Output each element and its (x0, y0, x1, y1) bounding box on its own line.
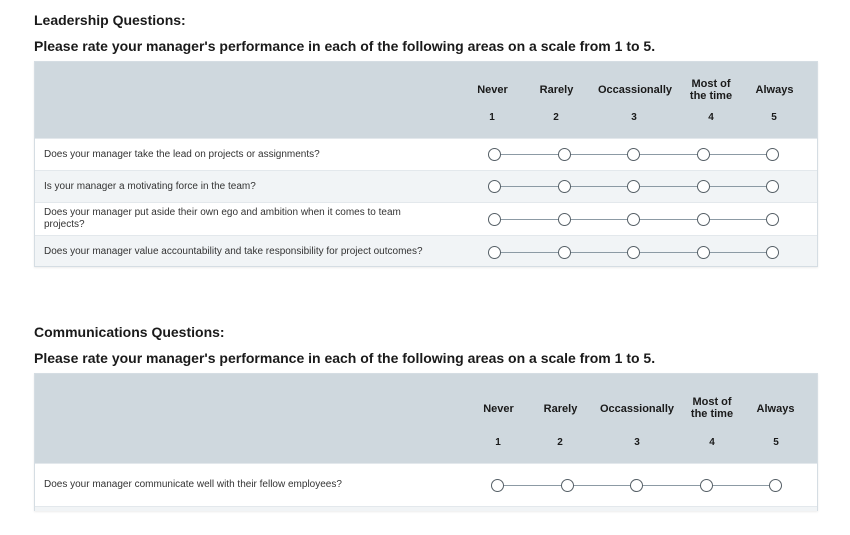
col-label-always: Always (756, 403, 795, 415)
col-label-occassionally: Occassionally (598, 84, 672, 96)
radio-never[interactable] (491, 479, 504, 492)
col-label-occassionally: Occassionally (600, 403, 674, 415)
question-text: Does your manager communicate well with their fellow employees? (44, 479, 342, 490)
radio-always[interactable] (769, 479, 782, 492)
col-number-2: 2 (553, 112, 559, 123)
col-label-rarely: Rarely (539, 84, 574, 96)
col-number-1: 1 (489, 112, 495, 123)
table-row (35, 463, 817, 506)
col-number-1: 1 (495, 437, 501, 448)
col-number-4: 4 (709, 437, 715, 448)
communications-instruction: Please rate your manager's performance in each of the following areas on a scale from 1 to 5. (34, 350, 656, 366)
question-text: Is your manager a motivating force in the team? (44, 180, 256, 192)
col-number-3: 3 (634, 437, 640, 448)
col-label-never: Never (477, 84, 508, 96)
col-number-3: 3 (631, 112, 637, 123)
communications-matrix (34, 373, 818, 511)
leadership-title: Leadership Questions: (34, 12, 186, 28)
radio-most-of-the-time[interactable] (700, 479, 713, 492)
col-number-5: 5 (773, 437, 779, 448)
col-label-rarely: Rarely (543, 403, 578, 415)
question-text: Does your manager take the lead on projects or assignments? (44, 148, 320, 160)
col-number-5: 5 (771, 112, 777, 123)
question-text: Does your manager put aside their own ego and ambition when it comes to team projects? (44, 207, 401, 230)
radio-rarely[interactable] (561, 479, 574, 492)
col-label-never: Never (483, 403, 514, 415)
leadership-instruction: Please rate your manager's performance in each of the following areas on a scale from 1 to 5. (34, 38, 656, 54)
col-number-4: 4 (708, 112, 714, 123)
radio-occassionally[interactable] (630, 479, 643, 492)
table-row (35, 506, 817, 511)
col-number-2: 2 (557, 437, 563, 448)
col-label-most-of-the-time: Most of the time (690, 396, 734, 420)
col-label-most-of-the-time: Most of the time (689, 78, 733, 102)
question-text: Does your manager value accountability and take responsibility for project outcomes? (44, 246, 423, 257)
communications-section (34, 0, 818, 535)
communications-title: Communications Questions: (34, 324, 225, 340)
communications-matrix-header (35, 374, 817, 463)
col-label-always: Always (755, 84, 794, 96)
